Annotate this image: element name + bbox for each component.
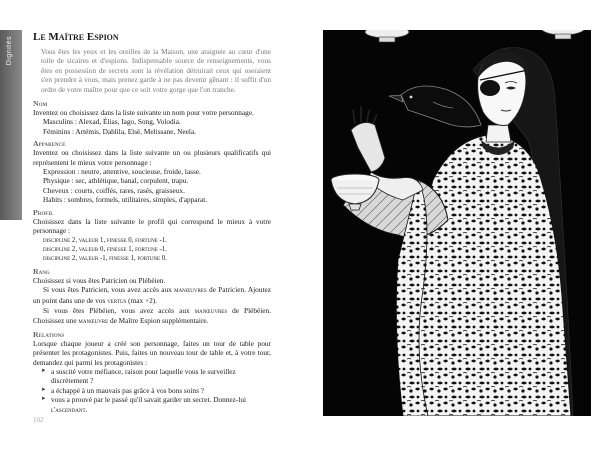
apparence-expression: Expression : neutre, attentive, soucieuse, froide, lasse. — [43, 167, 201, 177]
section-heading-nom: Nom — [33, 99, 48, 109]
page-number: 102 — [33, 416, 44, 424]
nom-feminins: Féminins : Artémis, Dahlila, Elsë, Melissane, Neela. — [43, 126, 197, 136]
relations-text: Lorsque chaque joueur a créé son personnage, faites un tour de table pour présenter les protagonistes. Puis, faites un nouveau tour de table et, à votre tour, demandez qui parmi les protagonistes : — [33, 338, 271, 367]
nom-text: Inventez ou choisissez dans la liste suivante un nom pour votre personnage. — [33, 108, 254, 118]
rang-plebeien: Si vous êtes Plébéien, vous avez accès aux manœuvres de Plébéien. Choisissez une manœuvre de Maître Espion supplémentaire. — [33, 305, 271, 326]
nom-masculins: Masculins : Alexad, Élias, Iago, Song, Volodia. — [43, 117, 181, 127]
list-item: ➤ a échappé à un mauvais pas grâce à vos bons soins ? — [33, 386, 271, 395]
left-page — [33, 31, 271, 415]
list-item: ➤ vous a prouvé par le passé qu'il savait garder un secret. Donnez-lui l'ascendant. — [33, 395, 271, 415]
spymaster-illustration — [323, 30, 591, 416]
rang-patricien: Si vous êtes Patricien, vous avez accès aux manœuvres de Patricien. Ajoutez un point dans une de vos vertus (max +2). — [33, 285, 271, 305]
intro-text: Vous êtes les yeux et les oreilles de la Maison, une araignée au cœur d'une toile de sicaires et d'espions. Indispensable source de renseignements, vous êtes en possession de secrets sont la révélation détruirait ceux qui oseraient s'en prendre à vous, mais prenez garde à ne pas devenir gênant : il suffit d'un ordre de votre maître pour que ce soit votre gorge que l'on tranche. — [41, 47, 271, 94]
profil-option: discipline 2, valeur -1, finesse 1, fortune 0. — [43, 255, 167, 263]
apparence-habits: Habits : sombres, formels, utilitaires, simples, d'apparat. — [43, 195, 208, 205]
section-heading-relations: Relations — [33, 329, 65, 339]
rang-line-1: Choisissez si vous êtes Patricien ou Plébéien. — [33, 275, 166, 285]
section-heading-rang: Rang — [33, 266, 50, 276]
section-heading-apparence: Apparence — [33, 139, 66, 149]
section-tab-label: Dignités — [6, 36, 13, 66]
apparence-text: Inventez ou choisissez dans la liste suivante un ou plusieurs qualificatifs qui représentent le mieux votre personnage : — [33, 148, 271, 167]
apparence-physique: Physique : sec, athlétique, banal, corpulent, trapu. — [43, 176, 189, 186]
profil-text: Choisissez dans la liste suivante le profil qui correspond le mieux à votre personnage : — [33, 216, 271, 236]
profil-option: discipline 2, valeur 0, finesse 1, fortune -1. — [43, 245, 167, 253]
page-title: Le Maître Espion — [33, 31, 119, 43]
relations-list — [33, 367, 271, 415]
apparence-cheveux: Cheveux : courts, coiffés, rares, rasés, graisseux. — [43, 185, 185, 195]
profil-option: discipline 2, valeur 1, finesse 0, fortune -1. — [43, 236, 167, 244]
list-item: ➤ a suscité votre méfiance, raison pour laquelle vous le surveillez discrètement ? — [33, 367, 271, 386]
section-heading-profil: Profil — [33, 207, 54, 217]
